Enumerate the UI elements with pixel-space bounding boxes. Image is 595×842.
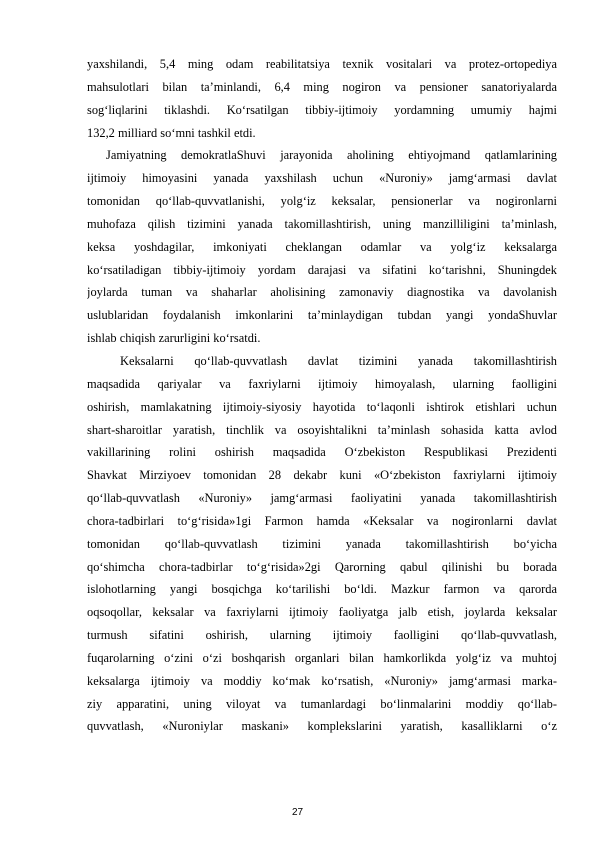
text-line: ziy apparatini, uning viloyat va tumanlardagi bo‘linmalarini moddiy qo‘llab- xyxy=(87,696,557,711)
text-line: 132,2 milliard so‘mni tashkil etdi. xyxy=(87,125,256,140)
text-line: qo‘shimcha chora-tadbirlar to‘g‘risida»2gi Qarorning qabul qilinishi bu borada xyxy=(87,559,557,574)
text-line: islohotlarning yangi bosqichga ko‘tarilishi bo‘ldi. Mazkur farmon va qarorda xyxy=(87,582,557,597)
text-line: ko‘rsatiladigan tibbiy-ijtimoiy yordam darajasi va sifatini ko‘tarishni, Shuningdek xyxy=(87,262,557,277)
text-line: oshirish, mamlakatning ijtimoiy-siyosiy hayotida to‘laqonli ishtirok etishlari uchun xyxy=(87,399,557,414)
text-line: mahsulotlari bilan ta’minlandi, 6,4 ming nogiron va pensioner sanatoriyalarda xyxy=(87,79,557,94)
text-line: qo‘llab-quvvatlash «Nuroniy» jamg‘armasi faoliyatini yanada takomillashtirish xyxy=(87,491,557,506)
text-line: ijtimoiy himoyasini yanada yaxshilash uchun «Nuroniy» jamg‘armasi davlat xyxy=(87,171,557,186)
text-line: fuqarolarning o‘zini o‘zi boshqarish organlari bilan hamkorlikda yolg‘iz va muhtoj xyxy=(87,650,557,665)
text-line: tomonidan qo‘llab-quvvatlanishi, yolg‘iz keksalar, pensionerlar va nogironlarni xyxy=(87,194,557,209)
page-number: 27 xyxy=(291,807,304,818)
text-line: yaxshilandi, 5,4 ming odam reabilitatsiya texnik vositalari va protez-ortopediya xyxy=(87,57,557,71)
text-line: sog‘liqlarini tiklashdi. Ko‘rsatilgan tibbiy-ijtimoiy yordamning umumiy hajmi xyxy=(87,102,557,117)
text-line: ishlab chiqish zarurligini ko‘rsatdi. xyxy=(87,331,261,346)
text-line: keksalarga ijtimoiy va moddiy ko‘mak ko‘rsatish, «Nuroniy» jamg‘armasi marka- xyxy=(87,673,557,688)
text-line: Jamiyatning demokratlaShuvi jarayonida aholining ehtiyojmand qatlamlarining xyxy=(106,148,557,163)
text-line: joylarda tuman va shaharlar aholisining zamonaviy diagnostika va davolanish xyxy=(87,285,557,300)
text-line: uslublaridan foydalanish imkonlarini ta’minlaydigan tubdan yangi yondaShuvlar xyxy=(87,308,557,323)
text-line: Keksalarni qo‘llab-quvvatlash davlat tizimini yanada takomillashtirish xyxy=(120,353,557,368)
text-line: muhofaza qilish tizimini yanada takomillashtirish, uning manzilliligini ta’minlash, xyxy=(87,216,557,231)
text-line: turmush sifatini oshirish, ularning ijtimoiy faolligini qo‘llab-quvvatlash, xyxy=(87,628,557,643)
text-line: oqsoqollar, keksalar va faxriylarni ijtimoiy faoliyatga jalb etish, joylarda keksalar xyxy=(87,605,557,620)
text-line: vakillarining rolini oshirish maqsadida O‘zbekiston Respublikasi Prezidenti xyxy=(87,445,557,460)
text-line: quvvatlash, «Nuroniylar maskani» komplekslarini yaratish, kasalliklarni o‘z xyxy=(87,719,557,734)
text-line: chora-tadbirlari to‘g‘risida»1gi Farmon hamda «Keksalar va nogironlarni davlat xyxy=(87,513,557,528)
text-line: tomonidan qo‘llab-quvvatlash tizimini yanada takomillashtirish bo‘yicha xyxy=(87,536,557,551)
body-text xyxy=(87,53,557,738)
text-line: Shavkat Mirziyoev tomonidan 28 dekabr kuni «O‘zbekiston faxriylarni ijtimoiy xyxy=(87,468,557,483)
text-line: keksa yoshdagilar, imkoniyati cheklangan odamlar va yolg‘iz keksalarga xyxy=(87,239,557,254)
text-line: shart-sharoitlar yaratish, tinchlik va osoyishtalikni ta’minlash sohasida katta avlod xyxy=(87,422,557,437)
text-line: maqsadida qariyalar va faxriylarni ijtimoiy himoyalash, ularning faolligini xyxy=(87,376,557,391)
